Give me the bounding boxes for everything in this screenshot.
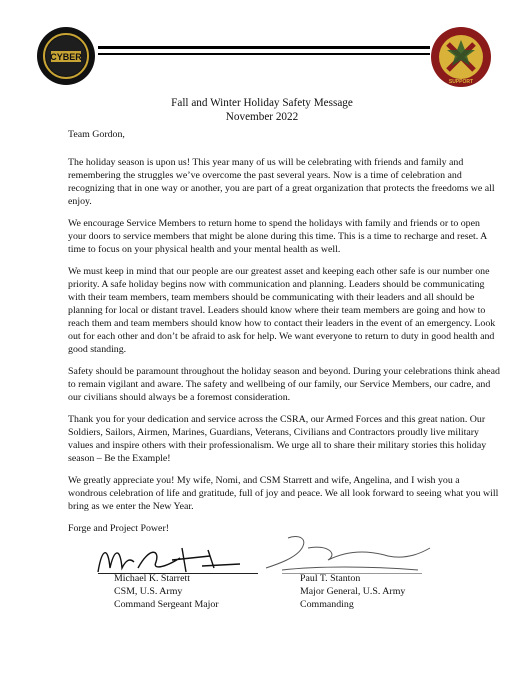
letterhead-rule-thick — [98, 46, 430, 49]
seal-text: CYBER — [50, 52, 82, 62]
paragraph: We encourage Service Members to return home to spend the holidays with family and friends or to open your doors to service members that might be alone during this time. This is a time to recharge and reset. A time to focus on your physical health and your mental health as well. — [68, 218, 487, 255]
signer-title: Commanding — [300, 598, 354, 610]
signer-block-left — [114, 573, 219, 611]
signer-rank: Major General, U.S. Army — [300, 585, 406, 597]
signer-name: Paul T. Stanton — [300, 573, 361, 584]
letterhead — [0, 0, 524, 90]
starrett-signature — [90, 538, 250, 578]
signer-block-right — [300, 573, 405, 611]
paragraph: The holiday season is upon us! This year many of us will be celebrating with friends and family and remembering the struggles we’ve overcome the past several years. Now is a time of celebration and recognizing that in one way or another, you are part of a great organization that protects the freedoms we all enjoy. — [68, 157, 495, 207]
signer-name: Michael K. Starrett — [114, 573, 190, 584]
stanton-signature — [258, 530, 438, 576]
paragraph: We greatly appreciate you! My wife, Nomi, and CSM Starrett and wife, Angelina, and I wish you a wondrous celebration of life and gratitude, full of joy and peace. We all look forward to seeing what you will bring as we enter the New Year. — [68, 475, 499, 512]
letter-title: Fall and Winter Holiday Safety Message — [171, 97, 353, 109]
cyber-center-seal — [36, 26, 96, 86]
signer-rank: CSM, U.S. Army — [114, 585, 183, 597]
paragraph: Thank you for your dedication and service across the CSRA, our Armed Forces and this great nation. Our Soldiers, Sailors, Airmen, Marines, Guardians, Veterans, Civilians and Contractors proudly live military values and inspire others with their professionalism. We urge all to share their military stories this holiday season – Be the Example! — [68, 414, 487, 464]
crest-text: SUPPORT — [448, 79, 474, 85]
letterhead-rule-thin — [98, 53, 430, 55]
paragraph: Safety should be paramount throughout the holiday season and beyond. During your celebrations think ahead to remain vigilant and aware. The safety and wellbeing of our family, our Service Members, our cadre, and our civilians should always be a foremost consideration. — [68, 366, 500, 403]
signer-title: Command Sergeant Major — [114, 598, 219, 610]
paragraph: We must keep in mind that our people are our greatest asset and keeping each other safe is our number one priority. A safe holiday begins now with communication and planning. Leaders should be communicating with their team members, team members should be communicating with their leaders and all should be planning for local or distant travel. Leaders should know where their team members are going and how to reach them and team members should know how to contact their leaders in the event of an emergency. Look out for each other and don’t be afraid to ask for help. We want everyone to return to duty in good health and good standing. — [68, 266, 496, 355]
salutation: Team Gordon, — [68, 129, 125, 140]
letter-body — [68, 156, 500, 522]
letter-date: November 2022 — [225, 111, 299, 123]
closing-line: Forge and Project Power! — [68, 523, 170, 534]
army-support-crest — [430, 26, 492, 88]
